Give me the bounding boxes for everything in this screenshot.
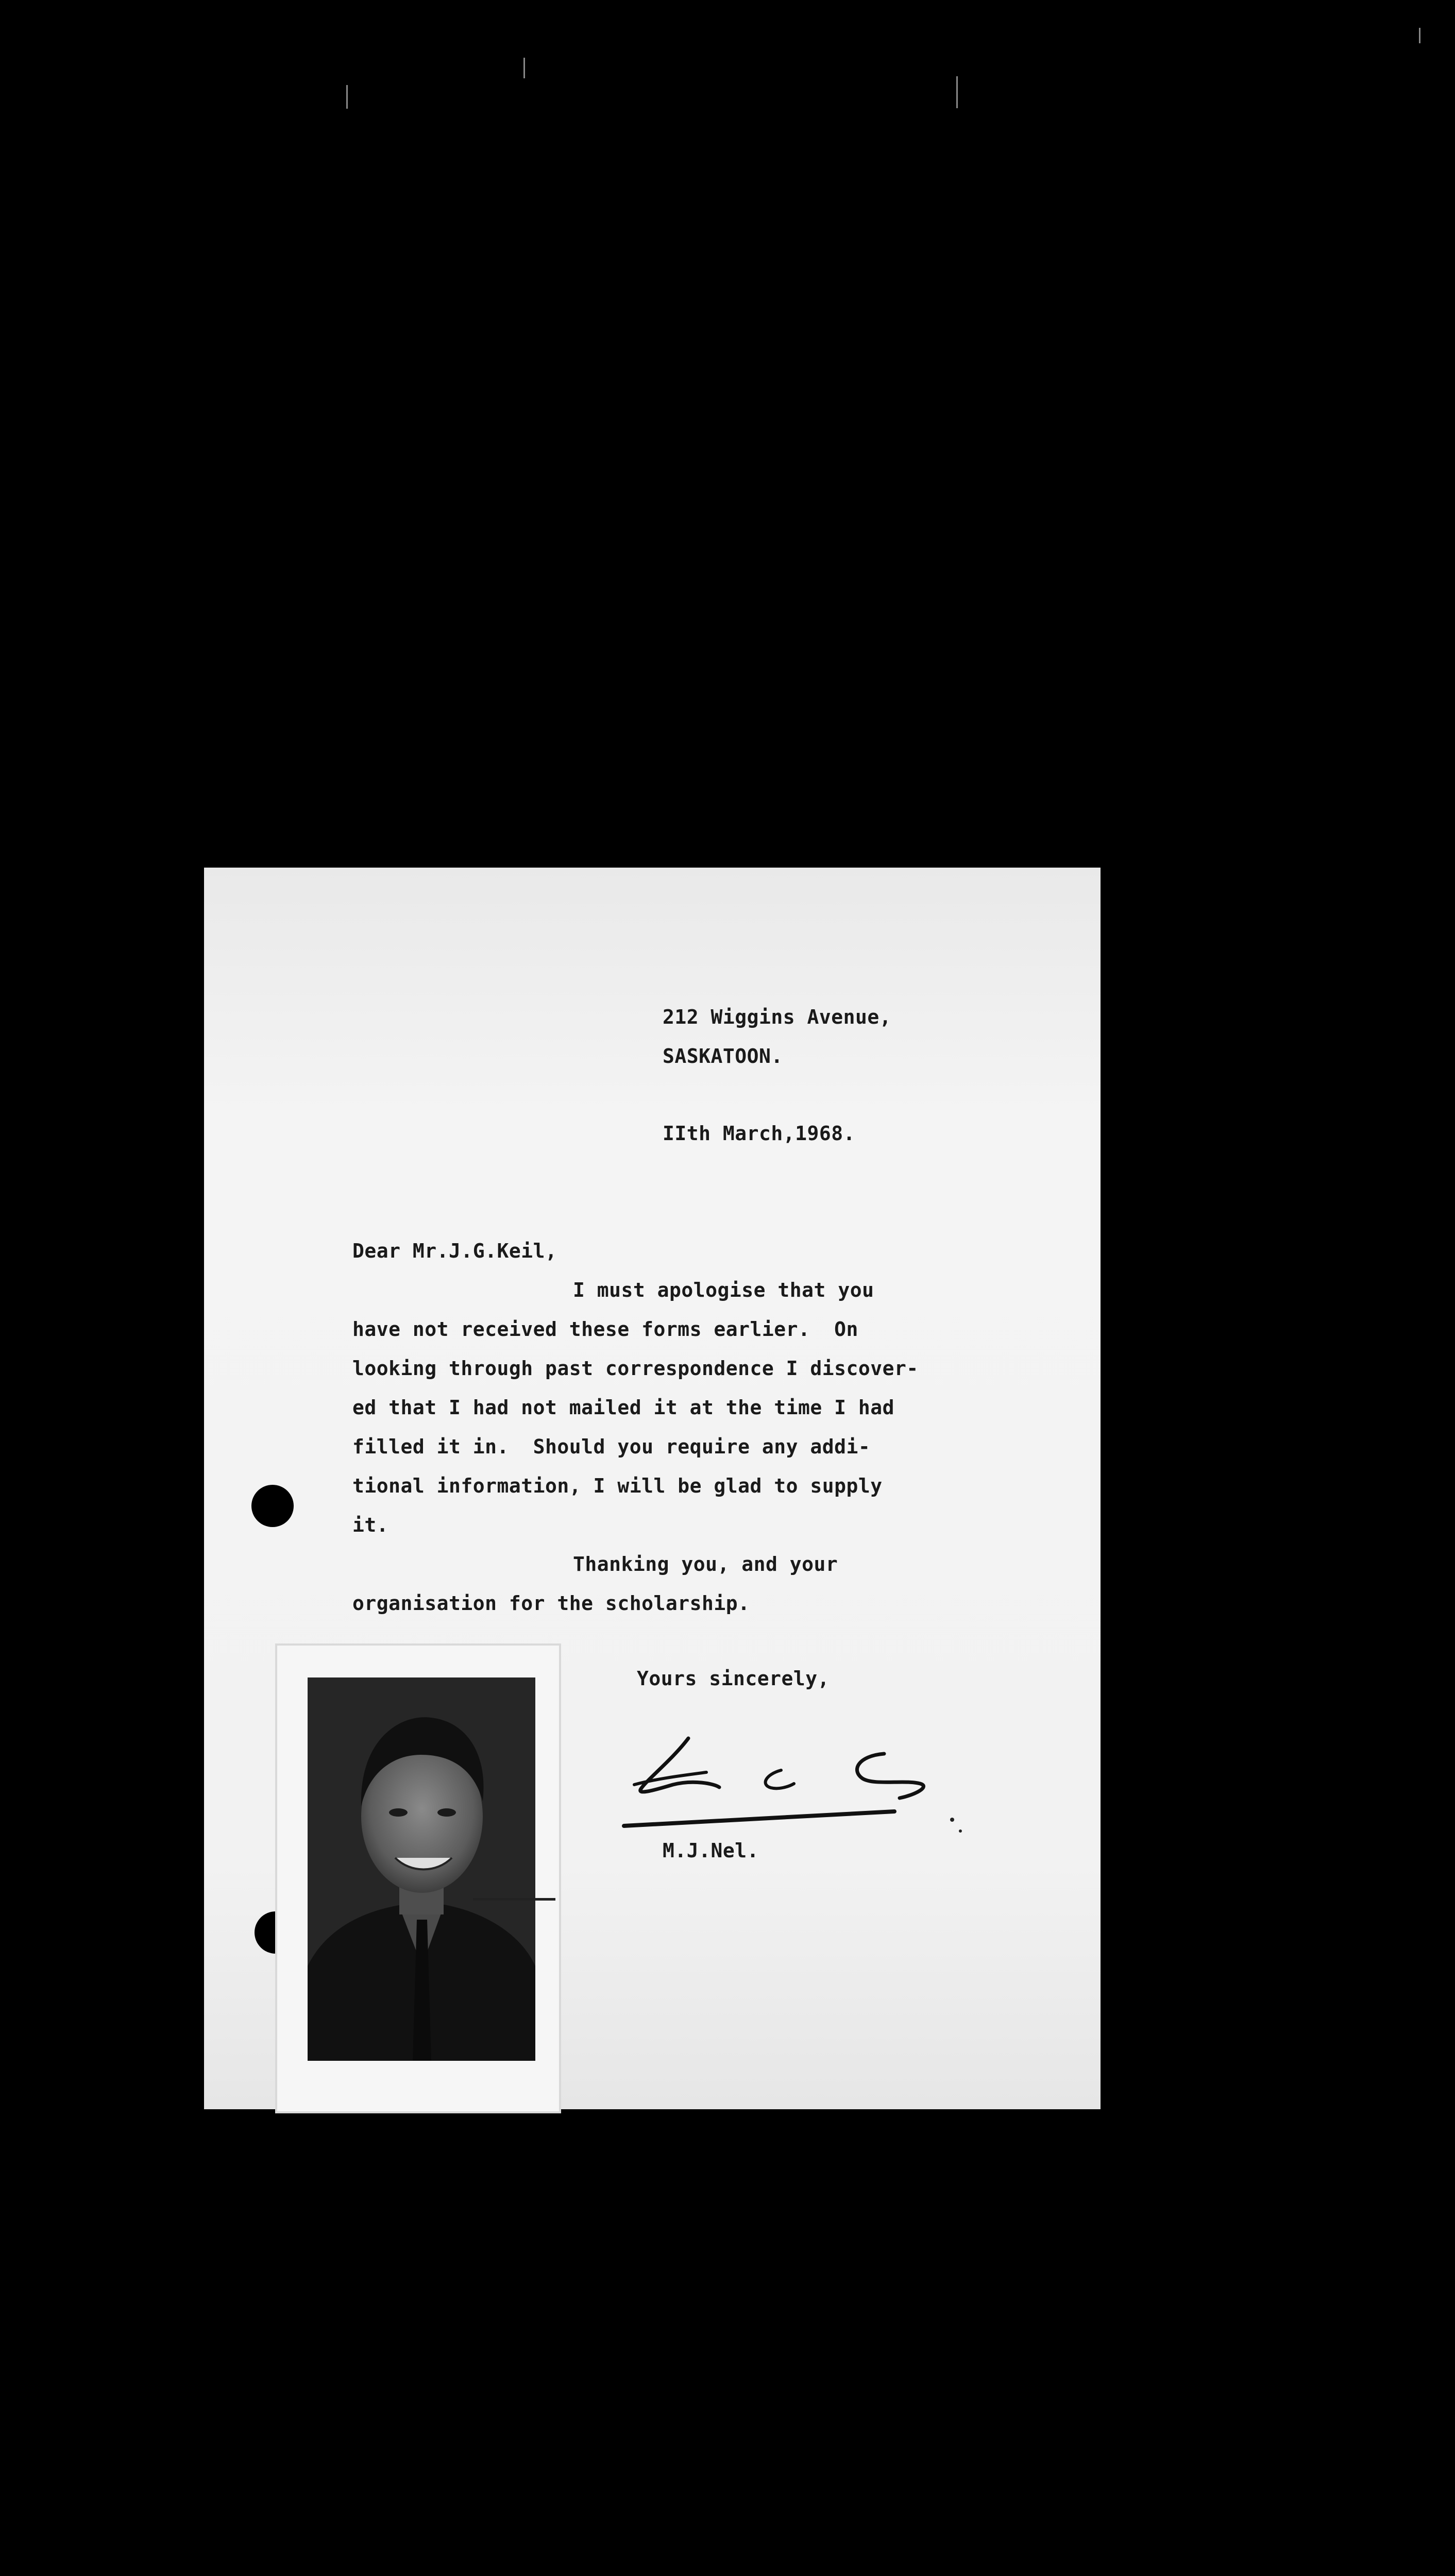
body-line: I must apologise that you <box>573 1279 874 1301</box>
attached-photo-frame <box>275 1643 561 2113</box>
letter-date: IIth March,1968. <box>663 1122 856 1145</box>
sender-address-city: SASKATOON. <box>663 1045 783 1067</box>
body-line: filled it in. Should you require any addi- <box>352 1435 871 1458</box>
sender-address-street: 212 Wiggins Avenue, <box>663 1006 892 1028</box>
film-scratch <box>956 76 958 108</box>
body-line: Thanking you, and your <box>573 1553 838 1575</box>
body-line: tional information, I will be glad to supply <box>352 1475 883 1497</box>
body-line: have not received these forms earlier. On <box>352 1318 858 1341</box>
salutation: Dear Mr.J.G.Keil, <box>352 1240 557 1262</box>
portrait-figure <box>308 1677 535 2061</box>
film-scratch <box>1419 28 1420 43</box>
body-line: ed that I had not mailed it at the time I had <box>352 1396 895 1419</box>
photo-tape-line <box>473 1898 555 1901</box>
punch-hole <box>251 1485 294 1527</box>
film-scratch <box>523 58 525 78</box>
body-line: organisation for the scholarship. <box>352 1592 750 1615</box>
film-scratch <box>346 85 348 109</box>
body-line: it. <box>352 1514 389 1536</box>
closing: Yours sincerely, <box>637 1667 830 1690</box>
body-line: looking through past correspondence I discover- <box>352 1357 919 1380</box>
signer-name: M.J.Nel. <box>663 1839 759 1862</box>
portrait-photo <box>308 1677 535 2061</box>
signature <box>616 1723 987 1857</box>
